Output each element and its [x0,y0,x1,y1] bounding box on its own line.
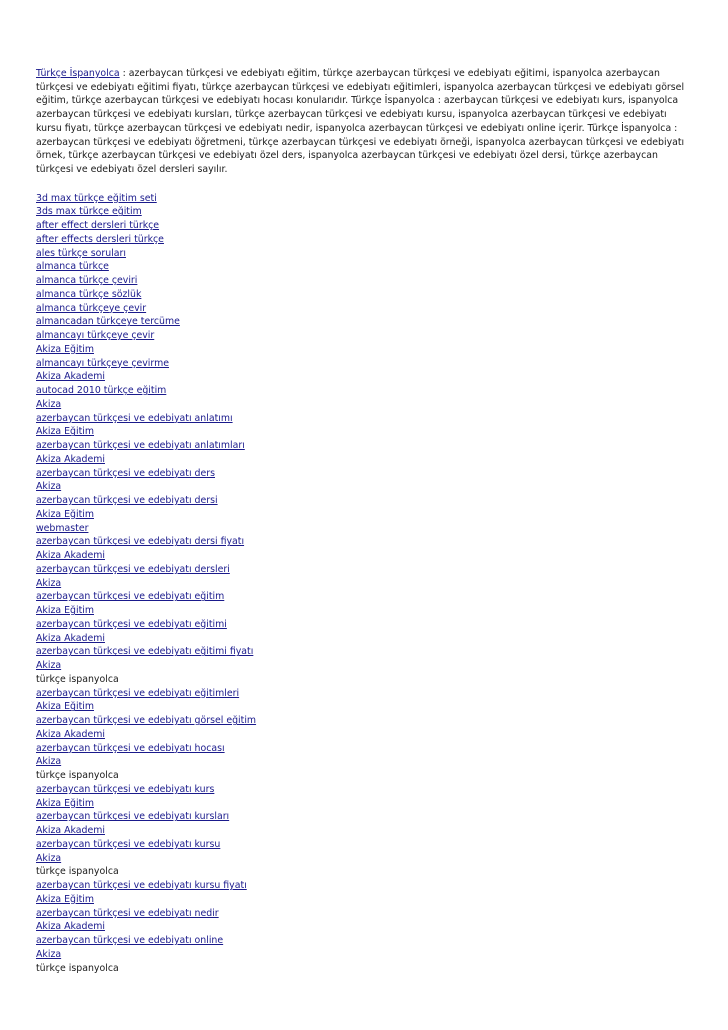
list-item [36,508,692,522]
list-item-link[interactable]: azerbaycan türkçesi ve edebiyatı nedir [36,907,219,919]
list-item [36,783,692,797]
list-item-link[interactable]: azerbaycan türkçesi ve edebiyatı anlatımı [36,412,233,424]
list-item-link[interactable]: Akiza [36,577,62,589]
list-item [36,288,692,302]
list-item-link[interactable]: almancayı türkçeye çevir [36,330,155,342]
list-item-link[interactable]: almancadan türkçeye tercüme [36,316,180,328]
list-item-link[interactable]: Akiza Akademi [36,453,105,465]
list-item [36,948,692,962]
intro-title-link[interactable]: Türkçe İspanyolca [36,68,120,79]
list-item [36,329,692,343]
list-item [36,205,692,219]
list-item-link[interactable]: azerbaycan türkçesi ve edebiyatı online [36,935,224,947]
list-item-link[interactable]: Akiza [36,398,62,410]
list-item-link[interactable]: azerbaycan türkçesi ve edebiyatı hocası [36,742,225,754]
list-item [36,920,692,934]
list-item [36,700,692,714]
list-item [36,439,692,453]
list-item [36,838,692,852]
list-item-link[interactable]: Akiza Eğitim [36,605,94,617]
list-item-link[interactable]: Akiza Eğitim [36,343,94,355]
list-item-link[interactable]: Akiza Akademi [36,632,105,644]
list-item-link[interactable]: webmaster [36,522,89,534]
list-item-link[interactable]: almanca türkçeye çevir [36,302,147,314]
link-list [36,192,692,976]
list-item-link[interactable]: azerbaycan türkçesi ve edebiyatı kursu [36,838,221,850]
list-item-link[interactable]: azerbaycan türkçesi ve edebiyatı eğitimi fiyatı [36,646,254,658]
list-item-link[interactable]: Akiza [36,852,62,864]
list-item [36,907,692,921]
list-item-link[interactable]: azerbaycan türkçesi ve edebiyatı eğitim [36,591,225,603]
list-item-link[interactable]: ales türkçe soruları [36,247,127,259]
list-item-link[interactable]: 3d max türkçe eğitim seti [36,192,157,204]
list-item [36,797,692,811]
list-item [36,769,692,783]
list-item [36,865,692,879]
list-item-text: türkçe ispanyolca [36,770,119,782]
list-item-link[interactable]: Akiza Eğitim [36,893,94,905]
list-item-link[interactable]: Akiza Eğitim [36,508,94,520]
list-item [36,549,692,563]
list-item [36,810,692,824]
list-item-link[interactable]: Akiza [36,481,62,493]
list-item-link[interactable]: Akiza Eğitim [36,797,94,809]
list-item-text: türkçe ispanyolca [36,673,119,685]
list-item-link[interactable]: after effects dersleri türkçe [36,233,164,245]
list-item [36,398,692,412]
list-item [36,494,692,508]
list-item-link[interactable]: Akiza Eğitim [36,426,94,438]
list-item [36,357,692,371]
list-item-link[interactable]: azerbaycan türkçesi ve edebiyatı dersi fiyatı [36,536,245,548]
list-item-link[interactable]: azerbaycan türkçesi ve edebiyatı görsel eğitim [36,715,257,727]
list-item-link[interactable]: Akiza Akademi [36,728,105,740]
list-item [36,962,692,976]
list-item [36,659,692,673]
list-item-link[interactable]: azerbaycan türkçesi ve edebiyatı anlatımları [36,440,245,452]
list-item-link[interactable]: Akiza Akademi [36,371,105,383]
list-item-link[interactable]: 3ds max türkçe eğitim [36,206,142,218]
list-item-link[interactable]: Akiza [36,756,62,768]
list-item-link[interactable]: Akiza [36,948,62,960]
list-item [36,233,692,247]
list-item-link[interactable]: Akiza Akademi [36,825,105,837]
list-item-link[interactable]: almanca türkçe [36,261,109,273]
list-item [36,192,692,206]
list-item-link[interactable]: almanca türkçe sözlük [36,288,142,300]
list-item [36,260,692,274]
list-item-text: türkçe ispanyolca [36,962,119,974]
intro-paragraph [36,67,692,177]
list-item-link[interactable]: after effect dersleri türkçe [36,220,160,232]
list-item-link[interactable]: azerbaycan türkçesi ve edebiyatı eğitimi [36,618,227,630]
list-item-link[interactable]: azerbaycan türkçesi ve edebiyatı kursu fiyatı [36,880,247,892]
list-item [36,563,692,577]
list-item [36,577,692,591]
list-item [36,728,692,742]
list-item [36,673,692,687]
list-item [36,604,692,618]
list-item-link[interactable]: almancayı türkçeye çevirme [36,357,169,369]
list-item [36,384,692,398]
list-item [36,755,692,769]
list-item [36,480,692,494]
list-item [36,879,692,893]
list-item-link[interactable]: azerbaycan türkçesi ve edebiyatı dersi [36,495,218,507]
list-item [36,742,692,756]
list-item [36,467,692,481]
list-item-link[interactable]: Akiza [36,660,62,672]
list-item-link[interactable]: azerbaycan türkçesi ve edebiyatı kursları [36,811,230,823]
list-item-link[interactable]: autocad 2010 türkçe eğitim [36,385,167,397]
list-item [36,893,692,907]
list-item-link[interactable]: azerbaycan türkçesi ve edebiyatı kurs [36,783,215,795]
list-item-link[interactable]: almanca türkçe çeviri [36,275,138,287]
list-item [36,687,692,701]
list-item-link[interactable]: azerbaycan türkçesi ve edebiyatı eğitimleri [36,687,240,699]
list-item [36,714,692,728]
list-item-link[interactable]: Akiza Akademi [36,550,105,562]
list-item-link[interactable]: Akiza Eğitim [36,701,94,713]
list-item [36,453,692,467]
list-item [36,219,692,233]
list-item [36,302,692,316]
list-item [36,535,692,549]
list-item [36,412,692,426]
list-item [36,425,692,439]
list-item [36,590,692,604]
document-page [36,67,692,975]
list-item [36,522,692,536]
intro-text: : azerbaycan türkçesi ve edebiyatı eğitim, türkçe azerbaycan türkçesi ve edebiyatı eğitimi, ispanyolca azerbaycan türkçesi ve edebiyatı eğitimi fiyatı, türkçe azerbaycan türkçesi ve edebiyatı eğitimleri, ispanyolca azerbaycan türkçesi ve edebiyatı görsel eğitim, türkçe azerbaycan türkçesi ve edebiyatı hocası konularıdır. Türkçe İspanyolca : azerbaycan türkçesi ve edebiyatı kurs, ispanyolca azerbaycan türkçesi ve edebiyatı kursları, türkçe azerbaycan türkçesi ve edebiyatı kursu, ispanyolca azerbaycan türkçesi ve edebiyatı kursu fiyatı, türkçe azerbaycan türkçesi ve edebiyatı nedir, ispanyolca azerbaycan türkçesi ve edebiyatı online içerir. Türkçe İspanyolca : azerbaycan türkçesi ve edebiyatı öğretmeni, türkçe azerbaycan türkçesi ve edebiyatı örneği, ispanyolca azerbaycan türkçesi ve edebiyatı örnek, türkçe azerbaycan türkçesi ve edebiyatı özel ders, ispanyolca azerbaycan türkçesi ve edebiyatı özel dersi, türkçe azerbaycan türkçesi ve edebiyatı özel dersleri sayılır. [36,68,685,175]
list-item [36,852,692,866]
list-item [36,645,692,659]
list-item-link[interactable]: azerbaycan türkçesi ve edebiyatı ders [36,467,215,479]
list-item [36,343,692,357]
list-item [36,274,692,288]
list-item [36,370,692,384]
list-item-text: türkçe ispanyolca [36,866,119,878]
list-item [36,247,692,261]
list-item [36,632,692,646]
list-item [36,934,692,948]
list-item [36,618,692,632]
list-item [36,315,692,329]
list-item [36,824,692,838]
list-item-link[interactable]: azerbaycan türkçesi ve edebiyatı dersleri [36,563,230,575]
list-item-link[interactable]: Akiza Akademi [36,921,105,933]
